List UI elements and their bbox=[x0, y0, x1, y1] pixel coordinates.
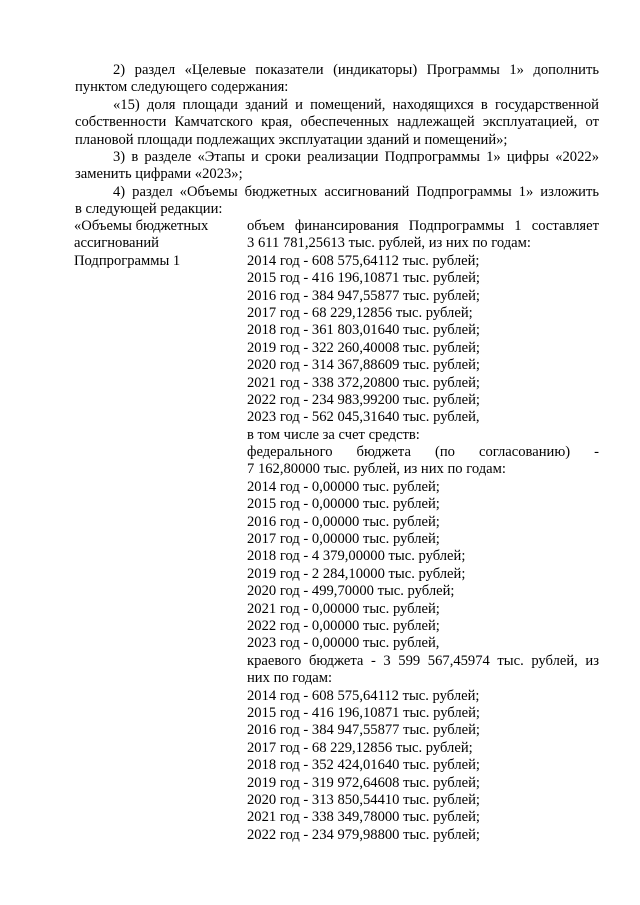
budget-table-value-column bbox=[247, 218, 599, 844]
federal-year-row: 2018 год - 4 379,00000 тыс. рублей; bbox=[247, 548, 466, 565]
total-year-row: 2016 год - 384 947,55877 тыс. рублей; bbox=[247, 287, 480, 304]
regional-year-row: 2017 год - 68 229,12856 тыс. рублей; bbox=[247, 739, 473, 756]
federal-year-row: 2021 год - 0,00000 тыс. рублей; bbox=[247, 600, 440, 617]
regional-year-row: 2014 год - 608 575,64112 тыс. рублей; bbox=[247, 687, 480, 704]
paragraph-2-line-2: пунктом следующего содержания: bbox=[75, 79, 289, 95]
regional-year-row: 2021 год - 338 349,78000 тыс. рублей; bbox=[247, 809, 480, 826]
regional-budget-line: краевого бюджета - 3 599 567,45974 тыс. рублей, из bbox=[247, 652, 599, 669]
total-year-row: 2017 год - 68 229,12856 тыс. рублей; bbox=[247, 304, 473, 321]
federal-year-row: 2015 год - 0,00000 тыс. рублей; bbox=[247, 496, 440, 513]
item-15-line-3: плановой площади подлежащих эксплуатации зданий и помещений»; bbox=[75, 132, 508, 148]
regional-year-row: 2018 год - 352 424,01640 тыс. рублей; bbox=[247, 757, 480, 774]
financing-intro-line: объем финансирования Подпрограммы 1 составляет bbox=[247, 218, 599, 234]
paragraph-4-line-2: в следующей редакции: bbox=[75, 201, 223, 217]
total-year-row: 2014 год - 608 575,64112 тыс. рублей; bbox=[247, 252, 480, 269]
federal-year-row: 2014 год - 0,00000 тыс. рублей; bbox=[247, 478, 440, 495]
federal-budget-line: 7 162,80000 тыс. рублей, из них по годам: bbox=[247, 461, 506, 478]
federal-year-row: 2020 год - 499,70000 тыс. рублей; bbox=[247, 583, 455, 600]
total-year-row: 2023 год - 562 045,31640 тыс. рублей, bbox=[247, 409, 480, 426]
budget-table-label-column bbox=[74, 218, 239, 270]
total-year-row: 2018 год - 361 803,01640 тыс. рублей; bbox=[247, 322, 480, 339]
total-year-row: 2020 год - 314 367,88609 тыс. рублей; bbox=[247, 357, 480, 374]
total-year-row: 2015 год - 416 196,10871 тыс. рублей; bbox=[247, 270, 480, 287]
federal-year-row: 2017 год - 0,00000 тыс. рублей; bbox=[247, 531, 440, 548]
total-year-row: 2021 год - 338 372,20800 тыс. рублей; bbox=[247, 374, 480, 391]
federal-year-row: 2022 год - 0,00000 тыс. рублей; bbox=[247, 617, 440, 634]
regional-year-row: 2020 год - 313 850,54410 тыс. рублей; bbox=[247, 791, 480, 808]
paragraph-4-line-1: 4) раздел «Объемы бюджетных ассигнований Подпрограммы 1» изложить bbox=[113, 184, 599, 200]
table-label-line: «Объемы бюджетных bbox=[74, 218, 209, 234]
item-15-line-1: «15) доля площади зданий и помещений, находящихся в государственной bbox=[113, 97, 599, 113]
federal-budget-line: федерального бюджета (по согласованию) - bbox=[247, 444, 599, 461]
total-year-row: 2019 год - 322 260,40008 тыс. рублей; bbox=[247, 339, 480, 356]
regional-year-row: 2016 год - 384 947,55877 тыс. рублей; bbox=[247, 722, 480, 739]
regional-year-row: 2019 год - 319 972,64608 тыс. рублей; bbox=[247, 774, 480, 791]
paragraph-2-line-1: 2) раздел «Целевые показатели (индикаторы) Программы 1» дополнить bbox=[113, 62, 599, 78]
paragraph-3-line-2: заменить цифрами «2023»; bbox=[75, 166, 243, 182]
total-year-row: 2022 год - 234 983,99200 тыс. рублей; bbox=[247, 391, 480, 408]
regional-year-row: 2015 год - 416 196,10871 тыс. рублей; bbox=[247, 704, 480, 721]
federal-year-row: 2019 год - 2 284,10000 тыс. рублей; bbox=[247, 565, 466, 582]
item-15-line-2: собственности Камчатского края, обеспеченных надлежащей эксплуатацией, от bbox=[75, 114, 599, 130]
table-label-line: ассигнований bbox=[74, 235, 159, 252]
including-line: в том числе за счет средств: bbox=[247, 426, 420, 443]
table-label-line: Подпрограммы 1 bbox=[74, 252, 181, 269]
regional-year-row: 2022 год - 234 979,98800 тыс. рублей; bbox=[247, 826, 480, 843]
financing-intro-line: 3 611 781,25613 тыс. рублей, из них по годам: bbox=[247, 235, 531, 252]
regional-budget-line: них по годам: bbox=[247, 670, 333, 687]
federal-year-row: 2023 год - 0,00000 тыс. рублей, bbox=[247, 635, 440, 652]
federal-year-row: 2016 год - 0,00000 тыс. рублей; bbox=[247, 513, 440, 530]
paragraph-3-line-1: 3) в разделе «Этапы и сроки реализации Подпрограммы 1» цифры «2022» bbox=[113, 149, 599, 165]
